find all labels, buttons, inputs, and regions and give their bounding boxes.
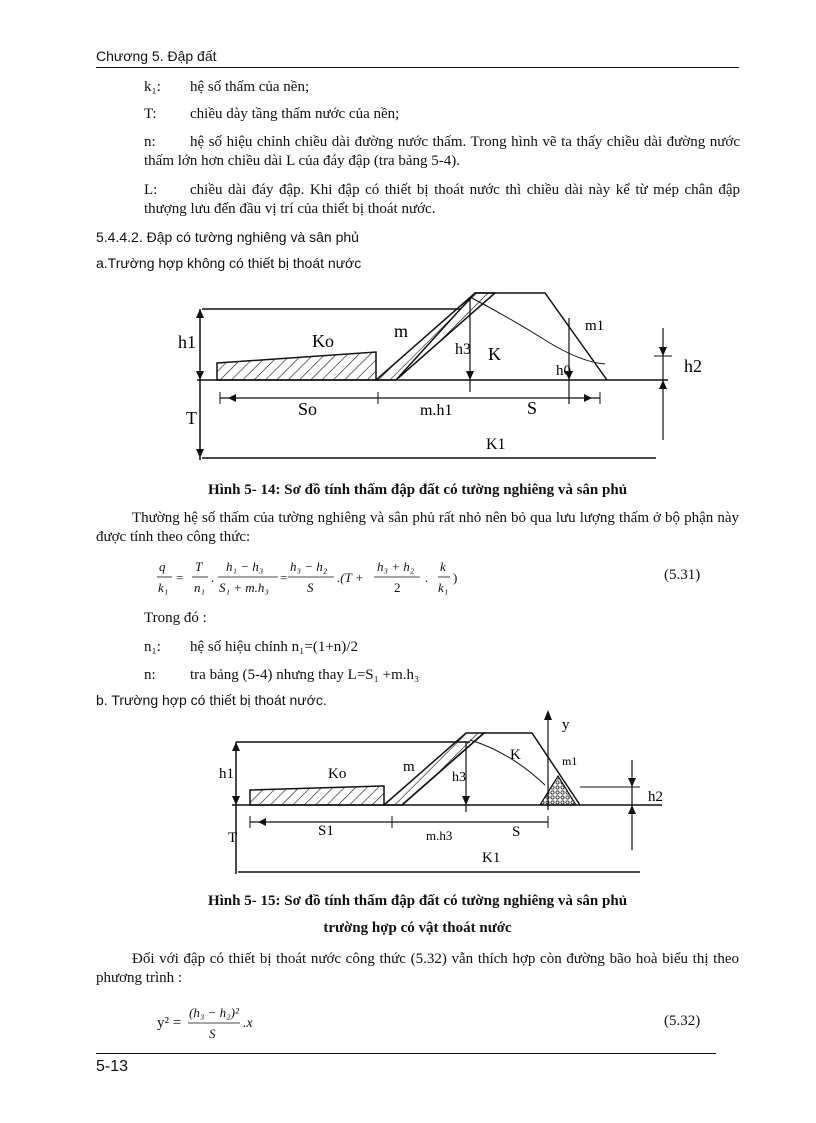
label-h3: h3 xyxy=(452,770,466,785)
definition-term: n₁: xyxy=(144,639,161,655)
label-S: S xyxy=(527,398,538,418)
definition-text: tra bảng (5-4) nhưng thay L=S₁ +m.h₃ xyxy=(190,667,420,683)
eq-lhs: y² = xyxy=(157,1015,182,1031)
definition-text: hệ số hiệu chỉnh n₁=(1+n)/2 xyxy=(190,639,358,655)
label-K: K xyxy=(488,344,501,364)
chapter-header: Chương 5. Đập đất xyxy=(96,48,217,64)
paragraph-flow: Thường hệ số thấm của tường nghiêng và sân phủ rất nhỏ nên bỏ qua lưu lượng thấm ở bộ phận này được tính theo công thức: xyxy=(96,510,739,545)
label-So: So xyxy=(298,399,318,419)
eq-k1: k₁ xyxy=(158,580,169,595)
definition-term: T: xyxy=(144,106,157,122)
label-S: S xyxy=(512,824,521,840)
label-h0: h0 xyxy=(556,363,571,379)
eq-n1: n₁ xyxy=(194,580,206,595)
label-K1: K1 xyxy=(482,850,501,866)
case-b-heading: b. Trường hợp có thiết bị thoát nước. xyxy=(96,692,327,708)
label-Ko: Ko xyxy=(328,766,347,782)
label-h1: h1 xyxy=(219,766,234,782)
figure-5-15-caption-line1: Hình 5- 15: Sơ đồ tính thấm đập đất có tường nghiêng và sân phủ xyxy=(207,893,628,909)
eq-equals: = xyxy=(176,570,184,585)
equation-number-5-32: (5.32) xyxy=(664,1013,701,1029)
eq-den: S xyxy=(209,1026,216,1041)
eq-num4: h₃ + h₂ xyxy=(377,559,415,574)
eq-dot: . xyxy=(211,570,215,585)
paragraph-saturation-line: Đối với đập có thiết bị thoát nước công thức (5.32) vẫn thích hợp còn đường bão hoà biểu thị theo phương trình : xyxy=(96,951,739,986)
label-m1: m1 xyxy=(585,318,605,334)
page-number: 5-13 xyxy=(96,1058,129,1075)
eq-q: q xyxy=(159,559,166,574)
label-h1: h1 xyxy=(178,332,196,352)
eq-den4: 2 xyxy=(394,580,401,595)
definition-text: chiều dài đáy đập. Khi đập có thiết bị thoát nước thì chiều dài này kể từ mép chân đập thượng lưu đến đầu vị trí của thiết bị thoát nước. xyxy=(144,182,740,217)
label-Ko: Ko xyxy=(312,331,334,351)
equation-number-5-31: (5.31) xyxy=(664,567,701,583)
label-m: m xyxy=(394,321,409,341)
eq-num3: h₃ − h₂ xyxy=(290,559,328,574)
eq-mid: .(T + xyxy=(337,570,364,585)
label-T: T xyxy=(186,408,197,428)
definition-term: k₁: xyxy=(144,79,161,95)
label-S1: S1 xyxy=(318,823,334,839)
eq-close: ) xyxy=(453,570,458,585)
figure-5-15-caption-line2: trường hợp có vật thoát nước xyxy=(323,920,512,936)
definition-term: n: xyxy=(144,134,156,150)
eq-num2: h₁ − h₃ xyxy=(226,559,264,574)
eq-k1-b: k₁ xyxy=(438,580,449,595)
figure-5-14-caption: Hình 5- 14: Sơ đồ tính thấm đập đất có tường nghiêng và sân phủ xyxy=(207,482,628,498)
footer-rule xyxy=(96,1053,716,1054)
eq-dot: . xyxy=(425,570,429,585)
eq-equals: = xyxy=(280,570,288,585)
label-mh1: m.h1 xyxy=(420,402,453,419)
eq-k: k xyxy=(440,559,446,574)
definition-term: n: xyxy=(144,667,156,683)
case-a-heading: a.Trường hợp không có thiết bị thoát nước xyxy=(96,255,362,271)
label-K1: K1 xyxy=(486,436,506,453)
label-mh3: m.h3 xyxy=(426,828,453,843)
definition-term: L: xyxy=(144,182,158,198)
eq-T: T xyxy=(195,559,203,574)
eq-den2: S₁ + m.h₃ xyxy=(219,580,269,595)
eq-num: (h₃ − h₂)² xyxy=(189,1005,239,1020)
definition-text: hệ số thấm của nền; xyxy=(190,79,310,95)
label-y: y xyxy=(562,717,570,733)
label-h2: h2 xyxy=(648,789,663,805)
eq-x: .x xyxy=(243,1016,253,1031)
eq-den3: S xyxy=(307,580,314,595)
section-heading: 5.4.4.2. Đập có tường nghiêng và sân phủ xyxy=(96,229,359,245)
label-m1: m1 xyxy=(562,754,578,768)
definition-text: hệ số hiệu chỉnh chiều dài đường nước thấm. Trong hình vẽ ta thấy chiều dài đường nước thấm lớn hơn chiều dài L của đáy đập (tra bảng 5-4). xyxy=(144,134,740,169)
label-T: T xyxy=(228,830,238,846)
definition-text: chiều dày tầng thấm nước của nền; xyxy=(190,106,400,122)
label-h3: h3 xyxy=(455,341,471,358)
trong-do-label: Trong đó : xyxy=(144,610,207,626)
label-m: m xyxy=(403,759,415,775)
label-K: K xyxy=(510,747,521,763)
label-h2: h2 xyxy=(684,356,702,376)
